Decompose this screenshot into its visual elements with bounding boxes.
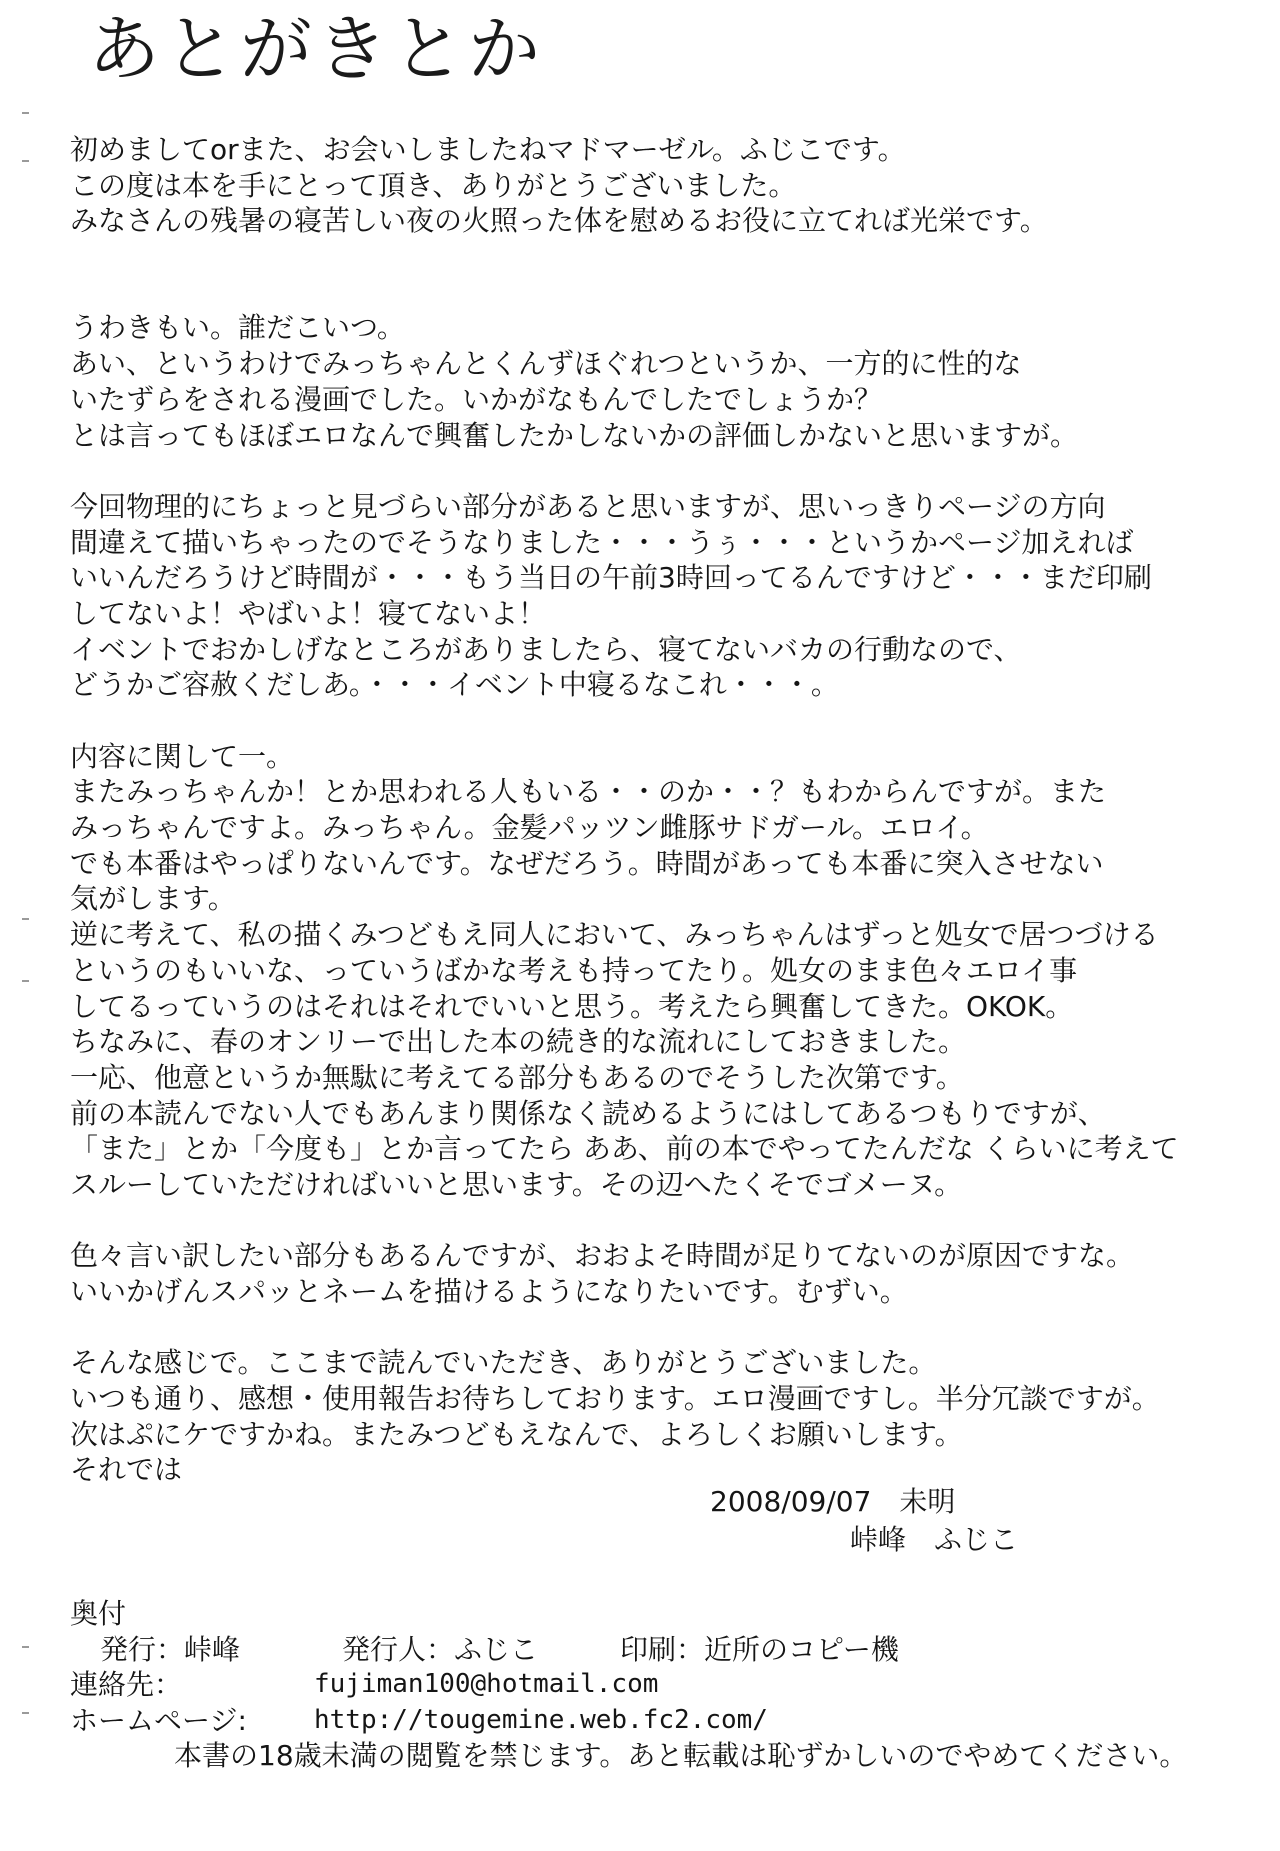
paragraph [70, 1345, 1270, 1488]
text-line: 今回物理的にちょっと見づらい部分があると思いますが、思いっきりページの方向 [70, 489, 1106, 523]
text-line: そんな感じで。ここまで読んでいただき、ありがとうございました。 [70, 1346, 937, 1380]
colophon [70, 1596, 1270, 1774]
signature-date: 2008/09/07 未明 [710, 1485, 956, 1518]
text-line: いたずらをされる漫画でした。いかがなもんでしたでしょうか？ [70, 382, 883, 416]
text-line: でも本番はやっぱりないんです。なぜだろう。時間があっても本番に突入させない [70, 846, 1104, 880]
text-line: 内容に関して一。 [70, 739, 295, 773]
text-line: 「また」とか「今度も」とか言ってたら ああ、前の本でやってたんだな くらいに考えて [70, 1132, 1179, 1166]
age-notice: 本書の18歳未満の閲覧を禁じます。あと転載は恥ずかしいのでやめてください。 [174, 1739, 1188, 1773]
paragraph-gap [70, 703, 1270, 739]
text-line: 逆に考えて、私の描くみつどもえ同人において、みっちゃんはずっと処女で居つづける [70, 918, 1159, 952]
homepage-url[interactable]: http://tougemine.web.fc2.com/ [314, 1704, 768, 1735]
scan-mark [22, 980, 29, 982]
text-line: いいんだろうけど時間が・・・もう当日の午前3時回ってるんですけど・・・まだ印刷 [70, 561, 1152, 595]
paragraph-gap [70, 453, 1270, 489]
text-line: うわきもい。誰だこいつ。 [70, 311, 405, 345]
text-line: というのもいいな、っていうばかな考えも持ってたり。処女のまま色々エロイ事 [70, 953, 1078, 987]
text-line: 一応、他意というか無駄に考えてる部分もあるのでそうした次第です。 [70, 1060, 964, 1094]
text-line: またみっちゃんか！とか思われる人もいる・・のか・・？もわからんですが。また [70, 775, 1107, 809]
text-line: みっちゃんですよ。みっちゃん。金髪パッツン雌豚サドガール。エロイ。 [70, 811, 989, 845]
scan-mark [22, 1646, 29, 1648]
scan-mark [22, 112, 29, 114]
scan-mark [22, 918, 29, 920]
scan-mark [22, 1712, 29, 1714]
text-line: してないよ！やばいよ！寝てないよ！ [70, 596, 547, 630]
printer-label: 印刷：近所のコピー機 [620, 1632, 899, 1666]
paragraph [70, 1238, 1270, 1309]
text-line: 初めましてorまた、お会いしましたねマドマーゼル。ふじこです。 [70, 133, 906, 166]
paragraph-gap [70, 275, 1270, 311]
text-line: この度は本を手にとって頂き、ありがとうございました。 [70, 168, 797, 202]
text-line: みなさんの残暑の寝苦しい夜の火照った体を慰めるお役に立てれば光栄です。 [70, 204, 1048, 238]
text-line: 前の本読んでない人でもあんまり関係なく読めるようにはしてあるつもりですが、 [70, 1096, 1106, 1130]
afterword-body [70, 132, 1270, 1488]
issuer-label: 発行人：ふじこ [342, 1632, 539, 1666]
paragraph-gap [70, 1203, 1270, 1239]
text-line: どうかご容赦くだしあ。・・・イベント中寝るなこれ・・・。 [70, 668, 839, 702]
text-line: ちなみに、春のオンリーで出した本の続き的な流れにしておきました。 [70, 1025, 967, 1059]
signature-name: 峠峰 ふじこ [850, 1523, 1019, 1556]
text-line: いいかげんスパッとネームを描けるようになりたいです。むずい。 [70, 1275, 908, 1308]
text-line: スルーしていただければいいと思います。その辺へたくそでゴメーヌ。 [70, 1167, 963, 1201]
paragraph [70, 132, 1270, 239]
paragraph [70, 489, 1270, 703]
publisher-label: 発行：峠峰 [100, 1632, 241, 1666]
paragraph-gap [70, 1310, 1270, 1346]
page-title: あとがきとか [88, 7, 545, 91]
colophon-heading: 奥付 [70, 1597, 127, 1630]
text-line: してるっていうのはそれはそれでいいと思う。考えたら興奮してきた。OKOK。 [70, 989, 1074, 1023]
text-line: とは言ってもほぼエロなんで興奮したかしないかの評価しかないと思いますが。 [70, 418, 1079, 452]
text-line: いつも通り、感想・使用報告お待ちしております。エロ漫画ですし。半分冗談ですが。 [70, 1382, 1160, 1416]
paragraph [70, 739, 1270, 1203]
homepage-label: ホームページ: [70, 1703, 247, 1737]
text-line: あい、というわけでみっちゃんとくんずほぐれつというか、一方的に性的な [70, 347, 1022, 381]
paragraph-gap [70, 239, 1270, 275]
text-line: 気がします。 [70, 882, 236, 916]
scan-mark [22, 160, 29, 162]
text-line: それでは [70, 1453, 183, 1487]
text-line: 色々言い訳したい部分もあるんですが、おおよそ時間が足りてないのが原因ですな。 [70, 1239, 1135, 1273]
text-line: 間違えて描いちゃったのでそうなりました・・・うぅ・・・というかページ加えれば [70, 525, 1134, 559]
text-line: イベントでおかしげなところがありましたら、寝てないバカの行動なので、 [70, 632, 1022, 666]
paragraph [70, 310, 1270, 453]
contact-email[interactable]: fujiman100@hotmail.com [314, 1669, 659, 1700]
contact-label: 連絡先： [70, 1668, 183, 1702]
text-line: 次はぷにケですかね。またみつどもえなんで、よろしくお願いします。 [70, 1417, 963, 1451]
